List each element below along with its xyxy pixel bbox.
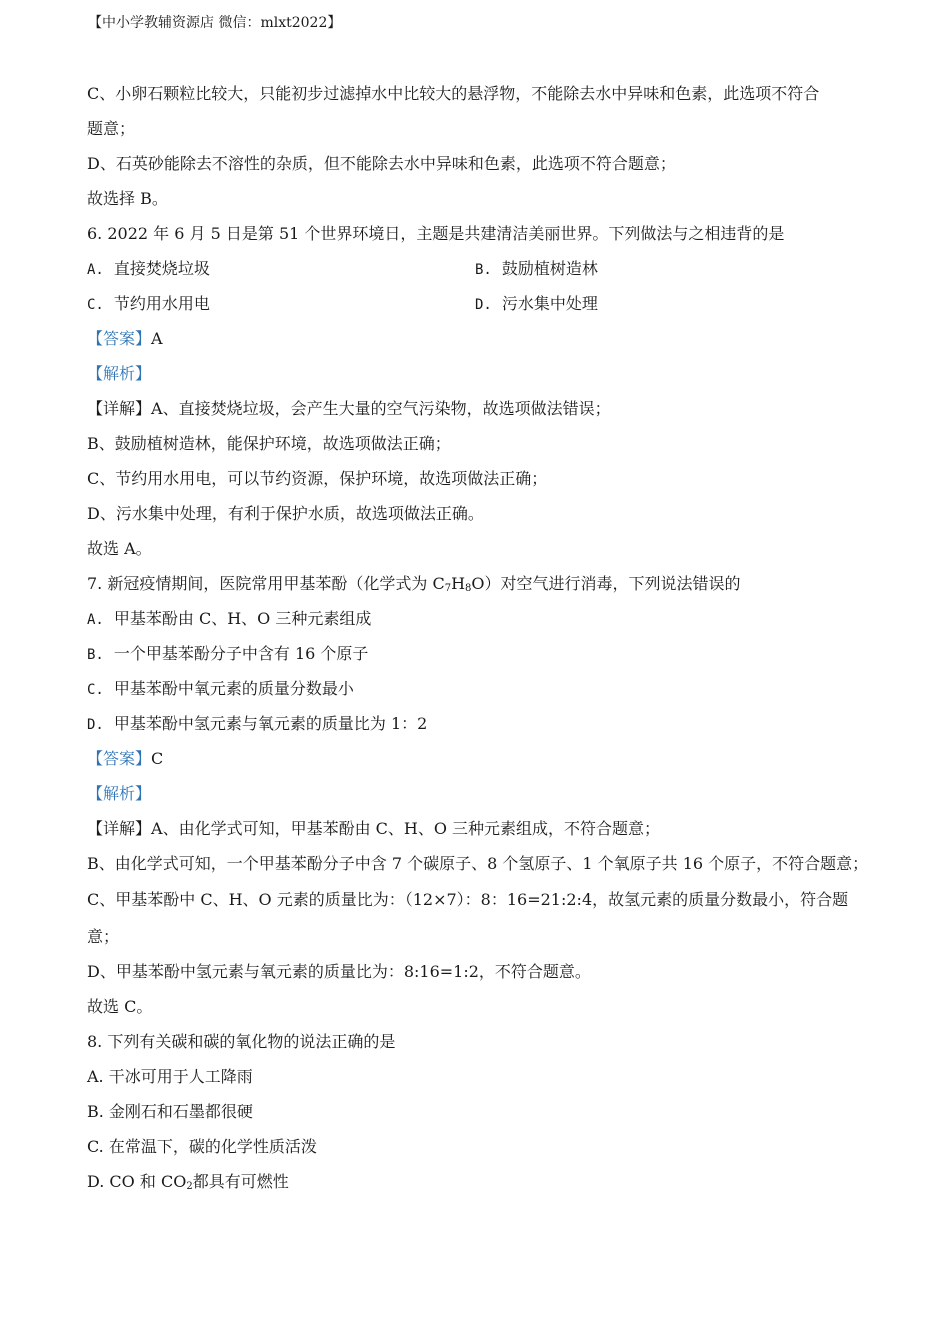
question-8-stem: 8. 下列有关碳和碳的氧化物的说法正确的是 xyxy=(87,1032,396,1051)
document-body xyxy=(87,76,877,1199)
question-7-detail-c-line1: C、甲基苯酚中 C、H、O 元素的质量比为：（12×7）：8：16=21:2:4，故氢元素的质量分数最小，符合题 xyxy=(87,890,849,909)
question-6-detail-c: C、节约用水用电，可以节约资源，保护环境，故选项做法正确； xyxy=(87,469,548,488)
question-7-option-b: B. 一个甲基苯酚分子中含有 16 个原子 xyxy=(87,644,369,663)
question-8-option-c: C. 在常温下，碳的化学性质活泼 xyxy=(87,1137,317,1156)
question-6-detail-a: 【详解】A、直接焚烧垃圾，会产生大量的空气污染物，故选项做法错误； xyxy=(87,399,611,418)
question-6-answer: 【答案】A xyxy=(87,329,163,348)
question-6-analysis-label: 【解析】 xyxy=(87,364,152,383)
question-6-conclusion: 故选 A。 xyxy=(87,539,152,558)
answer-label: 【答案】 xyxy=(87,749,152,768)
prev-option-d: D、石英砂能除去不溶性的杂质，但不能除去水中异味和色素，此选项不符合题意； xyxy=(87,154,676,173)
page-header: 【中小学教辅资源店 微信：mlxt2022】 xyxy=(88,15,342,31)
question-6-options-row2 xyxy=(87,286,877,321)
answer-label: 【答案】 xyxy=(87,329,152,348)
question-7-option-a: A. 甲基苯酚由 C、H、O 三种元素组成 xyxy=(87,609,372,628)
question-7-stem: 7. 新冠疫情期间，医院常用甲基苯酚（化学式为 $C_7H_8O$）对空气进行消毒，下列说法错误的 xyxy=(87,574,741,594)
question-7-answer: 【答案】C xyxy=(87,749,164,768)
prev-option-c-line1: C、小卵石颗粒比较大，只能初步过滤掉水中比较大的悬浮物，不能除去水中异味和色素，此选项不符合 xyxy=(87,84,820,103)
question-6-option-a: A. 直接焚烧垃圾 xyxy=(87,259,210,278)
question-6-option-b: B. 鼓励植树造林 xyxy=(475,259,598,278)
question-6-detail-b: B、鼓励植树造林，能保护环境，故选项做法正确； xyxy=(87,434,451,453)
question-6-option-d: D. 污水集中处理 xyxy=(475,294,598,313)
prev-conclusion: 故选择 B。 xyxy=(87,189,168,208)
question-8-option-b: B. 金刚石和石墨都很硬 xyxy=(87,1102,253,1121)
question-7-detail-a: 【详解】A、由化学式可知，甲基苯酚由 C、H、O 三种元素组成，不符合题意； xyxy=(87,819,661,838)
question-7-option-c: C. 甲基苯酚中氧元素的质量分数最小 xyxy=(87,679,354,698)
question-8-option-a: A. 干冰可用于人工降雨 xyxy=(87,1067,253,1086)
question-7-conclusion: 故选 C。 xyxy=(87,997,153,1016)
question-6-option-c: C. 节约用水用电 xyxy=(87,294,210,313)
question-8-option-d: D. CO 和 $CO_2$都具有可燃性 xyxy=(87,1172,289,1192)
question-6-stem: 6. 2022 年 6 月 5 日是第 51 个世界环境日，主题是共建清洁美丽世界。下列做法与之相违背的是 xyxy=(87,224,785,243)
detail-label: 【详解】 xyxy=(87,819,152,838)
question-7-detail-d: D、甲基苯酚中氢元素与氧元素的质量比为：8:16=1:2，不符合题意。 xyxy=(87,962,591,981)
question-6-detail-d: D、污水集中处理，有利于保护水质，故选项做法正确。 xyxy=(87,504,484,523)
question-7-detail-b: B、由化学式可知，一个甲基苯酚分子中含 7 个碳原子、8 个氢原子、1 个氧原子共 16 个原子，不符合题意； xyxy=(87,854,869,873)
question-7-analysis-label: 【解析】 xyxy=(87,784,152,803)
detail-label: 【详解】 xyxy=(87,399,152,418)
prev-option-c-line2: 题意； xyxy=(87,119,136,138)
question-6-options-row1 xyxy=(87,251,877,286)
question-7-detail-c-line2: 意； xyxy=(87,927,120,946)
question-7-option-d: D. 甲基苯酚中氢元素与氧元素的质量比为 1：2 xyxy=(87,714,428,733)
